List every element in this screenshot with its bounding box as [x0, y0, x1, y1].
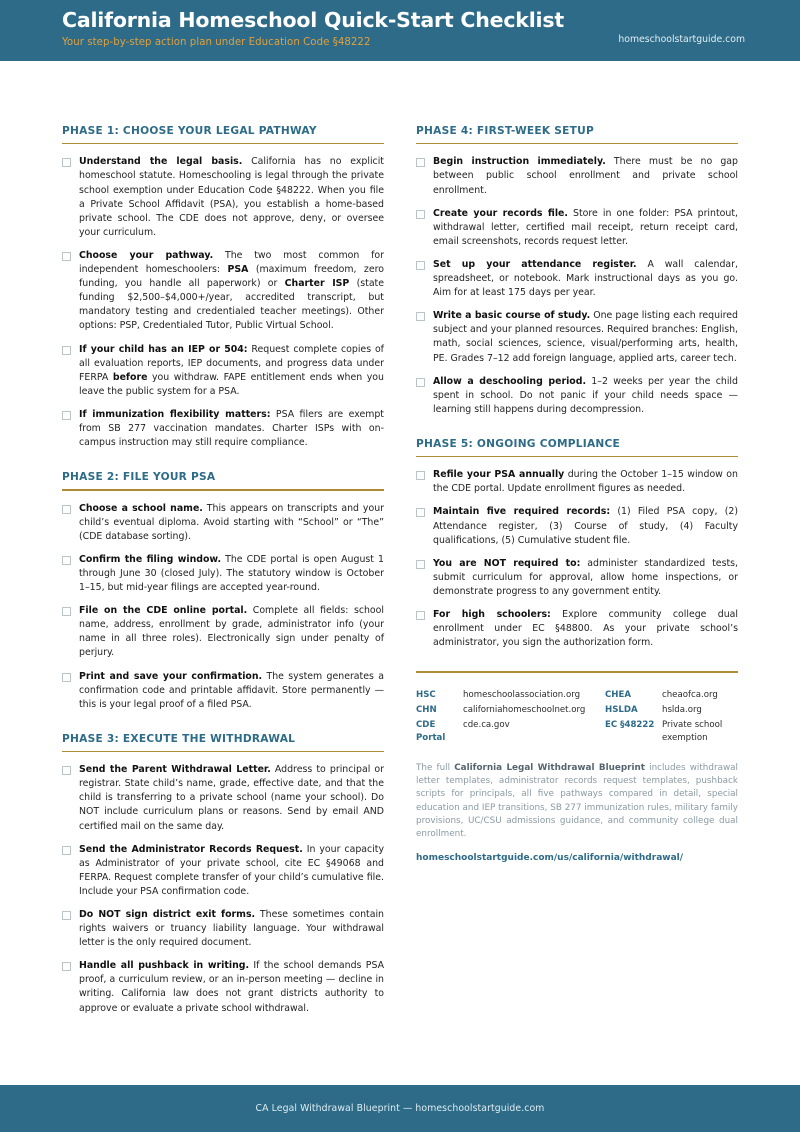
checklist-item[interactable] — [416, 375, 738, 417]
left-column — [62, 125, 384, 1037]
checklist-item-text — [79, 408, 384, 450]
checklist-item-body: The two most common for independent homeschoolers: PSA (maximum freedom, zero funding, you handle all paperwork) or Charter ISP (state funding $2,500–$4,000+/year, accredited transcript, but mandatory testing and credentialed teacher meetings). Other options: PSP, Credentialed Tutor, Public Virtual School. — [79, 249, 385, 332]
checklist-item-lead: Print and save your confirmation. — [79, 670, 263, 682]
phase-block-phase-2-file-your-psa — [62, 471, 384, 712]
checklist-item-body: These sometimes contain rights waivers or truancy liability language. Your withdrawal letter is the only required document. — [79, 909, 384, 949]
checklist-item-text — [79, 343, 384, 399]
checkbox-icon[interactable] — [416, 508, 425, 517]
checkbox-icon[interactable] — [62, 411, 71, 420]
resource-value[interactable]: Private school exemption — [662, 720, 723, 743]
phase-divider — [62, 751, 384, 752]
phase-heading: PHASE 1: CHOOSE YOUR LEGAL PATHWAY — [62, 125, 317, 137]
checklist-item-text — [433, 258, 738, 300]
checkbox-icon[interactable] — [62, 962, 71, 971]
checklist-item-body: (1) Filed PSA copy, (2) Attendance register, (3) Course of study, (4) Faculty qualifications, (5) Cumulative student file. — [433, 506, 738, 546]
checklist-item-text — [433, 557, 738, 599]
header-site-url: homeschoolstartguide.com — [618, 34, 745, 45]
checklist-item-text — [433, 505, 738, 547]
checklist-item[interactable] — [416, 207, 738, 249]
checkbox-icon[interactable] — [416, 158, 425, 167]
checklist-item-body: 1–2 weeks per year the child spent in school. Do not panic if your child needs space — learning still happens during decompression. — [433, 375, 738, 415]
resources-divider — [416, 671, 738, 672]
resource-key: CHN — [416, 705, 437, 715]
checklist-item-body: California has no explicit homeschool statute. Homeschooling is legal through the private school exemption under Education Code §48222. When you file a Private School Affidavit (PSA), you establish a home-based private school. The CDE does not approve, deny, or oversee your curriculum. — [79, 156, 384, 238]
checklist-item[interactable] — [62, 553, 384, 595]
phase-divider — [62, 489, 384, 490]
promo-blurb-title: California Legal Withdrawal Blueprint — [454, 762, 645, 773]
footer-text: CA Legal Withdrawal Blueprint — homeschoolstartguide.com — [255, 1103, 545, 1114]
checklist-item-lead: Understand the legal basis. — [79, 156, 243, 168]
checklist-item[interactable] — [62, 843, 384, 899]
checkbox-icon[interactable] — [416, 611, 425, 620]
checklist-item-lead: Confirm the filing window. — [79, 553, 222, 565]
checklist-item-body: Request complete copies of all evaluation reports, IEP documents, and progress data under FERPA before you withdraw. FAPE entitlement ends when you leave the public system for a PSA. — [79, 343, 384, 397]
checklist-item-body: administer standardized tests, submit curriculum for approval, allow home inspections, or demonstrate progress to any government entity. — [433, 557, 738, 597]
checklist-item-lead: Refile your PSA annually — [433, 469, 565, 481]
checkbox-icon[interactable] — [416, 261, 425, 270]
checklist-item[interactable] — [62, 959, 384, 1015]
checklist-item[interactable] — [416, 505, 738, 547]
checklist-item-lead: File on the CDE online portal. — [79, 605, 248, 617]
checklist-item-text — [79, 843, 384, 899]
resource-key: CHEA — [605, 689, 632, 700]
checklist-item-text — [79, 155, 384, 240]
checklist-item-body: A wall calendar, spreadsheet, or notebook. Mark instructional days as you go. Aim for at least 175 days per year. — [433, 258, 738, 299]
checklist-item-body: PSA filers are exempt from SB 277 vaccination mandates. Charter ISPs with on-campus instruction may still require compliance. — [79, 408, 384, 449]
checklist-item-body: There must be no gap between public school enrollment and private school enrollment. — [433, 156, 738, 196]
checkbox-icon[interactable] — [62, 607, 71, 616]
checklist-item-body: Address to principal or registrar. State child’s name, grade, effective date, and that the child is transferring to a private school (name your school). Do NOT include curriculum plans or reasons. Send by email AND certified mail on the same day. — [79, 764, 385, 832]
resource-value[interactable]: californiahomeschoolnet.org — [463, 705, 586, 715]
checklist-item-lead: Choose your pathway. — [79, 249, 214, 261]
checklist-item-text — [433, 608, 738, 650]
phase-block-phase-1-choose-your-legal-pathway — [62, 125, 384, 450]
checklist-item-lead: Send the Parent Withdrawal Letter. — [79, 764, 271, 776]
checkbox-icon[interactable] — [416, 312, 425, 321]
checklist-item-body: In your capacity as Administrator of your private school, cite EC §49068 and FERPA. Request complete transfer of your child’s cumulative file. Include your PSA confirmation code. — [79, 843, 384, 897]
checklist-item-text — [79, 604, 384, 660]
checklist-item-text — [79, 763, 384, 833]
checklist-item-lead: Do NOT sign district exit forms. — [79, 909, 256, 921]
checklist-item-body: Explore community college dual enrollment under EC §48800. As your private school’s administrator, you sign the authorization form. — [433, 609, 739, 649]
promo-link[interactable]: homeschoolstartguide.com/us/california/withdrawal/ — [416, 852, 684, 863]
checklist-item-lead: If your child has an IEP or 504: — [79, 343, 248, 355]
page-body — [0, 61, 800, 1037]
checklist-item-text — [433, 309, 738, 365]
promo-blurb-pre: The full — [416, 762, 455, 773]
checklist-item[interactable] — [416, 309, 738, 365]
checkbox-icon[interactable] — [62, 505, 71, 514]
right-column — [416, 125, 738, 863]
checklist-item-lead: Handle all pushback in writing. — [79, 960, 250, 972]
checklist-item-text — [433, 375, 738, 417]
checkbox-icon[interactable] — [62, 766, 71, 775]
checklist-item-body: Complete all fields: school name, address, enrollment by grade, administrator info (your name in all three roles). Electronically sign under penalty of perjury. — [79, 605, 385, 659]
checklist-item-lead: Maintain five required records: — [433, 506, 611, 518]
phase-heading: PHASE 5: ONGOING COMPLIANCE — [416, 437, 621, 450]
checklist-item[interactable] — [62, 249, 384, 334]
phase-block-phase-4-first-week-setup — [416, 125, 738, 417]
checklist-item-lead: Create your records file. — [433, 207, 568, 219]
phase-divider — [416, 456, 738, 457]
checklist-item-body: This appears on transcripts and your child’s eventual diploma. Avoid starting with “School” or “The” (CDE database sorting). — [79, 502, 384, 542]
checkbox-icon[interactable] — [62, 158, 71, 167]
checklist-item-text — [79, 908, 384, 950]
checklist-item-lead: Allow a deschooling period. — [433, 375, 587, 387]
checkbox-icon[interactable] — [62, 673, 71, 682]
checklist-item[interactable] — [416, 608, 738, 650]
checklist-item-body: The CDE portal is open August 1 through June 30 (closed July). The statutory window is October 1–15, but mid-year filings are accepted year-round. — [79, 553, 384, 594]
checklist-item[interactable] — [62, 343, 384, 399]
checklist-item[interactable] — [62, 670, 384, 712]
page-title: California Homeschool Quick-Start Checklist — [62, 8, 564, 32]
checklist-item[interactable] — [62, 408, 384, 450]
resource-key: HSC — [416, 689, 436, 700]
page-header — [0, 0, 800, 61]
promo-blurb — [416, 762, 738, 842]
checklist-item-body: One page listing each required subject and your planned resources. Required branches: English, math, social sciences, science, visual/performing arts, health, PE. Grades 7–12 add foreign language, applied arts, career tech. — [433, 310, 738, 364]
resource-value[interactable]: cheaofca.org — [662, 689, 718, 700]
checklist-item-lead: Write a basic course of study. — [433, 310, 591, 322]
checklist-item[interactable] — [416, 155, 738, 197]
checkbox-icon[interactable] — [62, 556, 71, 565]
checkbox-icon[interactable] — [62, 911, 71, 920]
checkbox-icon[interactable] — [62, 346, 71, 355]
checklist-item-text — [79, 249, 384, 334]
phase-block-phase-5-ongoing-compliance — [416, 438, 738, 650]
checklist-item[interactable] — [62, 908, 384, 950]
checklist-item-body: Store in one folder: PSA printout, withdrawal letter, certified mail receipt, return receipt card, email screenshots, records request letter. — [433, 207, 738, 247]
checklist-item[interactable] — [416, 258, 738, 300]
checkbox-icon[interactable] — [416, 378, 425, 387]
resource-value[interactable]: homeschoolassociation.org — [463, 689, 581, 700]
resource-key: EC §48222 — [605, 720, 655, 731]
checkbox-icon[interactable] — [416, 471, 425, 480]
checklist-item-lead: Set up your attendance register. — [433, 258, 637, 270]
checklist-item[interactable] — [62, 604, 384, 660]
checklist-item-body: during the October 1–15 window on the CDE portal. Update enrollment figures as needed. — [433, 469, 738, 495]
checklist-item-text — [433, 468, 738, 496]
checklist-item-text — [79, 959, 384, 1015]
checklist-item[interactable] — [416, 557, 738, 599]
resource-key: CDE Portal — [416, 720, 446, 743]
checkbox-icon[interactable] — [62, 252, 71, 261]
checklist-item-text — [79, 553, 384, 595]
phase-heading: PHASE 3: EXECUTE THE WITHDRAWAL — [62, 732, 296, 745]
checklist-item-lead: For high schoolers: — [433, 609, 551, 621]
checklist-item[interactable] — [62, 502, 384, 544]
checklist-item[interactable] — [62, 155, 384, 240]
checkbox-icon[interactable] — [416, 210, 425, 219]
resource-value[interactable]: cde.ca.gov — [463, 720, 510, 731]
checkbox-icon[interactable] — [62, 846, 71, 855]
checklist-item-lead: Send the Administrator Records Request. — [79, 843, 303, 855]
phase-heading: PHASE 2: FILE YOUR PSA — [62, 471, 216, 484]
checklist-item[interactable] — [416, 468, 738, 496]
page-subtitle: Your step-by-step action plan under Education Code §48222 — [62, 36, 371, 48]
resource-value[interactable]: hslda.org — [662, 705, 702, 715]
phase-divider — [62, 143, 384, 144]
checkbox-icon[interactable] — [416, 560, 425, 569]
phase-block-phase-3-execute-the-withdrawal — [62, 733, 384, 1016]
checklist-item-lead: You are NOT required to: — [433, 557, 581, 569]
resource-key: HSLDA — [605, 705, 638, 715]
checklist-item-lead: Begin instruction immediately. — [433, 156, 606, 168]
phase-divider — [416, 143, 738, 144]
phase-heading: PHASE 4: FIRST-WEEK SETUP — [416, 125, 594, 137]
checklist-item-text — [79, 670, 384, 712]
resources-grid — [416, 689, 738, 744]
promo-blurb-post: includes withdrawal letter templates, administrator records request templates, pushback scripts for principals, all five pathways compared in detail, special education and IEP transitions, SB 277 immunization rules, military family provisions, UC/CSU admissions guidance, and community college dual enrollment. — [416, 762, 738, 840]
checklist-item-lead: Choose a school name. — [79, 502, 203, 514]
checklist-item-body: The system generates a confirmation code and printable affidavit. Store permanently — this is your legal proof of a filed PSA. — [79, 670, 384, 710]
page-footer — [0, 1085, 800, 1132]
checklist-item-text — [79, 502, 384, 544]
checklist-item[interactable] — [62, 763, 384, 833]
checklist-item-body: If the school demands PSA proof, a curriculum review, or an in-person meeting — decline in writing. California law does not grant districts authority to approve or evaluate a private school withdrawal. — [79, 960, 384, 1014]
checklist-item-text — [433, 207, 738, 249]
checklist-item-lead: If immunization flexibility matters: — [79, 408, 271, 420]
checklist-item-text — [433, 155, 738, 197]
